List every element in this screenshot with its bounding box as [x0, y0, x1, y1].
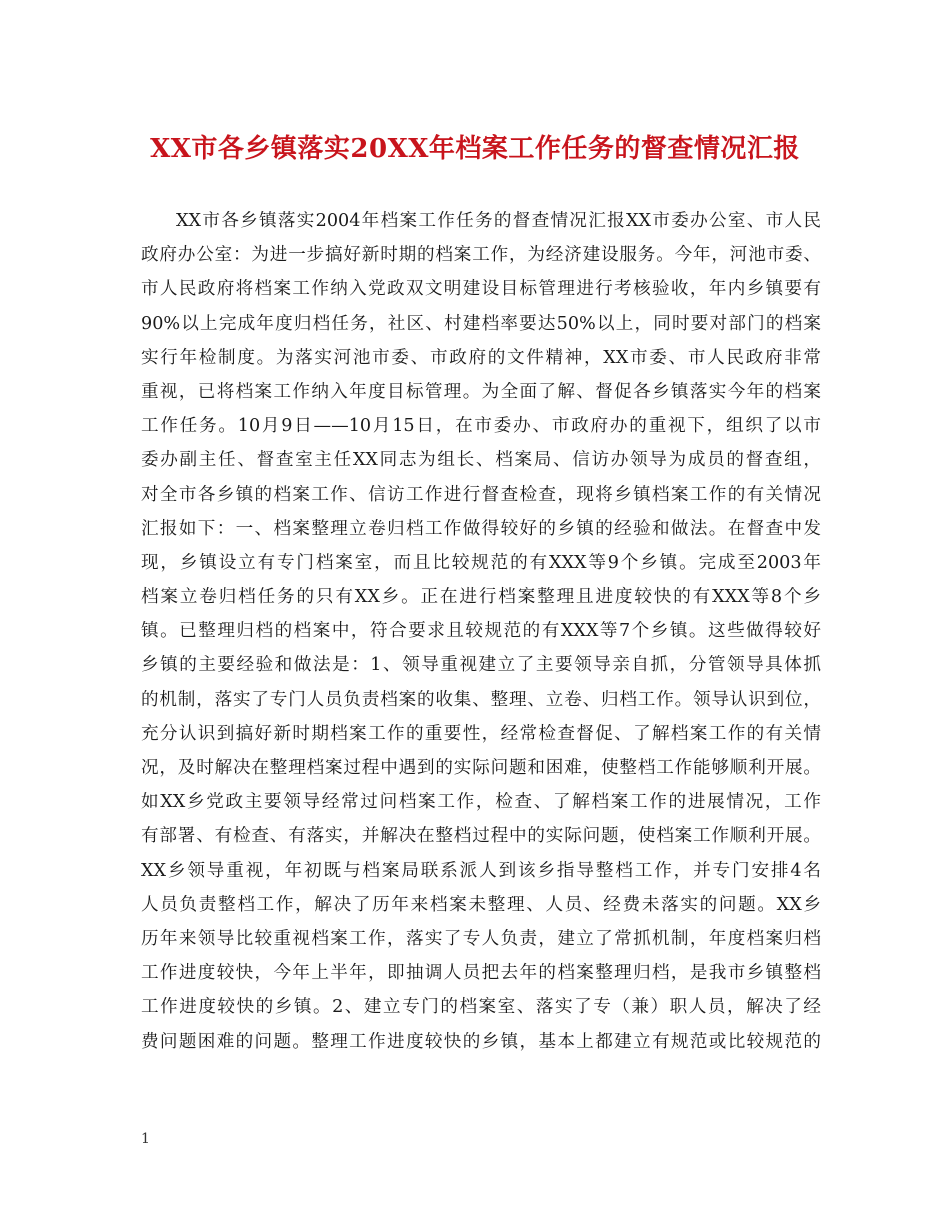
paragraph-line: 费问题困难的问题。整理工作进度较快的乡镇，基本上都建立有规范或比较规范的: [141, 1031, 821, 1052]
paragraph-line: 重视，已将档案工作纳入年度目标管理。为全面了解、督促各乡镇落实今年的档案: [141, 381, 821, 402]
paragraph-line: 对全市各乡镇的档案工作、信访工作进行督查检查，现将乡镇档案工作的有关情况: [141, 484, 821, 505]
paragraph-line: 历年来领导比较重视档案工作，落实了专人负责，建立了常抓机制，年度档案归档: [141, 928, 821, 949]
paragraph-line: XX市各乡镇落实2004年档案工作任务的督查情况汇报XX市委办公室、市人民: [176, 211, 821, 231]
paragraph-line: 况，及时解决在整理档案过程中遇到的实际问题和困难，使整档工作能够顺利开展。: [141, 758, 821, 778]
paragraph-line: 工作任务。10月9日——10月15日，在市委办、市政府办的重视下，组织了以市: [141, 416, 821, 437]
paragraph-line: 实行年检制度。为落实河池市委、市政府的文件精神，XX市委、市人民政府非常: [141, 347, 821, 368]
paragraph-line: 政府办公室：为进一步搞好新时期的档案工作，为经济建设服务。今年，河池市委、: [141, 245, 821, 266]
paragraph-line: 人员负责整档工作，解决了历年来档案未整理、人员、经费未落实的问题。XX乡: [141, 894, 821, 915]
paragraph-line: XX乡领导重视，年初既与档案局联系派人到该乡指导整档工作，并专门安排4名: [141, 860, 821, 881]
paragraph-line: 工作进度较快的乡镇。2、建立专门的档案室、落实了专（兼）职人员，解决了经: [141, 997, 821, 1018]
document-title: XX市各乡镇落实20XX年档案工作任务的督查情况汇报: [150, 134, 800, 164]
paragraph-line: 如XX乡党政主要领导经常过问档案工作，检查、了解档案工作的进展情况，工作: [141, 792, 821, 813]
paragraph-line: 有部署、有检查、有落实，并解决在整档过程中的实际问题，使档案工作顺利开展。: [141, 826, 821, 847]
paragraph-line: 工作进度较快，今年上半年，即抽调人员把去年的档案整理归档，是我市乡镇整档: [141, 963, 821, 984]
paragraph-line: 的机制，落实了专门人员负责档案的收集、整理、立卷、归档工作。领导认识到位，: [141, 689, 821, 710]
paragraph-line: 市人民政府将档案工作纳入党政双文明建设目标管理进行考核验收，年内乡镇要有: [141, 279, 821, 300]
page-number: 1: [141, 1131, 150, 1147]
paragraph-line: 乡镇的主要经验和做法是：1、领导重视建立了主要领导亲自抓，分管领导具体抓: [141, 655, 821, 676]
paragraph-line: 委办副主任、督查室主任XX同志为组长、档案局、信访办领导为成员的督查组，: [141, 450, 821, 471]
paragraph-line: 汇报如下：一、档案整理立卷归档工作做得较好的乡镇的经验和做法。在督查中发: [141, 518, 821, 539]
paragraph-line: 现，乡镇设立有专门档案室，而且比较规范的有XXX等9个乡镇。完成至2003年: [141, 552, 821, 573]
paragraph-line: 充分认识到搞好新时期档案工作的重要性，经常检查督促、了解档案工作的有关情: [141, 723, 821, 744]
document-body: [141, 204, 821, 1059]
paragraph-line: 90%以上完成年度归档任务，社区、村建档率要达50%以上，同时要对部门的档案: [141, 313, 821, 334]
paragraph-line: 档案立卷归档任务的只有XX乡。正在进行档案整理且进度较快的有XXX等8个乡: [141, 587, 821, 608]
paragraph-line: 镇。已整理归档的档案中，符合要求且较规范的有XXX等7个乡镇。这些做得较好: [141, 621, 821, 642]
